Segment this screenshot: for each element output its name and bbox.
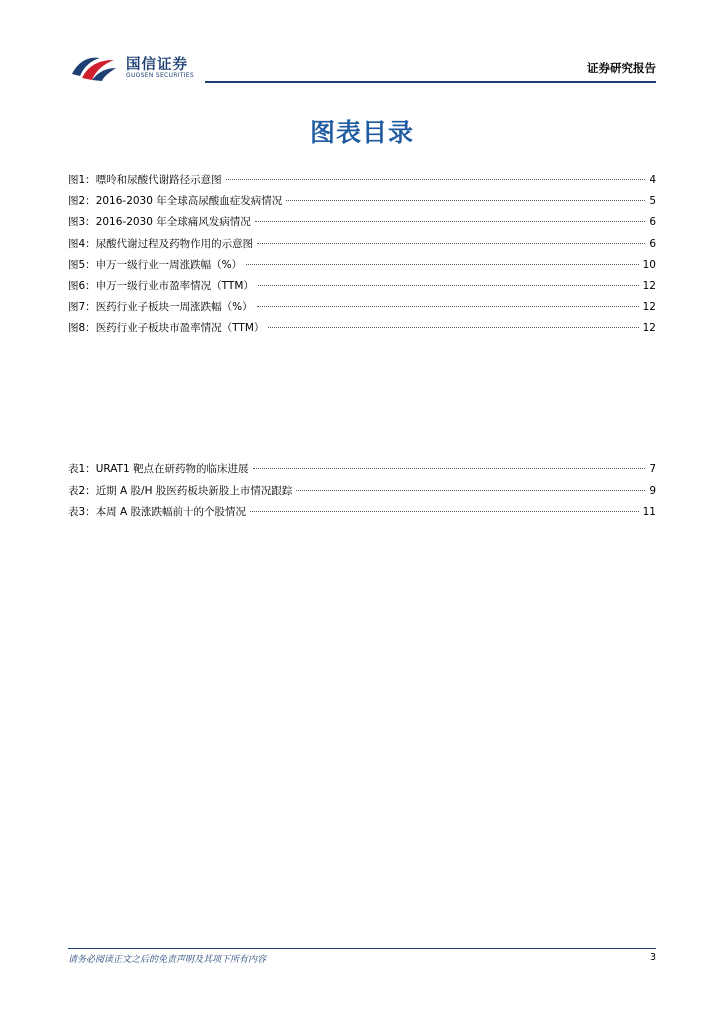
toc-entry-page: 4 [649, 174, 656, 186]
toc-entry-title: 嘌呤和尿酸代谢路径示意图 [95, 174, 222, 186]
toc-entry-page: 9 [649, 484, 656, 497]
dot-leader [286, 200, 645, 201]
toc-entry-title: 本周 A 股涨跌幅前十的个股情况 [95, 506, 247, 518]
dot-leader [253, 468, 646, 469]
dot-leader [258, 285, 639, 286]
toc-entry-title: 2016-2030 年全球痛风发病情况 [95, 216, 251, 229]
report-type-label: 证券研究报告 [587, 61, 656, 75]
toc-entry-figure[interactable] [68, 276, 656, 297]
toc-entry-title: 申万一级行业市盈率情况（TTM） [95, 279, 254, 292]
dot-leader [296, 490, 645, 491]
toc-entry-label: 图6： [68, 279, 96, 292]
toc-entry-label: 图2： [68, 195, 96, 208]
toc-entry-figure[interactable] [68, 234, 656, 255]
toc-entry-page: 6 [649, 237, 656, 250]
dot-leader [257, 243, 645, 244]
page-number: 3 [649, 952, 656, 963]
table-list [68, 459, 656, 524]
toc-entry-label: 图1： [68, 174, 96, 186]
toc-entry-page: 12 [642, 301, 656, 314]
header-divider [205, 81, 656, 83]
dot-leader [257, 306, 639, 307]
toc-entry-figure[interactable] [68, 212, 656, 233]
toc-entry-label: 表2： [68, 484, 96, 497]
toc-entry-table[interactable] [68, 459, 656, 481]
toc-entry-page: 5 [649, 195, 656, 208]
toc-entry-page: 7 [649, 463, 656, 475]
toc-entry-title: URAT1 靶点在研药物的临床进展 [95, 463, 249, 475]
toc-entry-page: 12 [642, 279, 656, 292]
toc-entry-label: 图7： [68, 301, 96, 314]
toc-entry-title: 2016-2030 年全球高尿酸血症发病情况 [95, 195, 283, 208]
page-title: 图表目录 [309, 118, 414, 147]
toc-entry-label: 表3： [68, 506, 96, 518]
footer-divider [68, 948, 656, 949]
toc-entry-label: 图3： [68, 216, 96, 229]
toc-entry-figure[interactable] [68, 191, 656, 212]
toc-entry-page: 6 [649, 216, 656, 229]
toc-entry-label: 图4： [68, 237, 96, 250]
guosen-logo-icon [70, 52, 118, 82]
toc-entry-label: 图8： [68, 322, 96, 335]
dot-leader [268, 327, 638, 328]
dot-leader [255, 221, 646, 222]
toc-entry-page: 11 [642, 506, 656, 518]
page-header [68, 50, 656, 86]
toc-entry-figure[interactable] [68, 297, 656, 318]
toc-entry-figure[interactable] [68, 255, 656, 276]
toc-entry-title: 尿酸代谢过程及药物作用的示意图 [95, 237, 254, 250]
footer-disclaimer: 请务必阅读正文之后的免责声明及其项下所有内容 [68, 955, 267, 965]
dot-leader [246, 264, 638, 265]
toc-entry-page: 10 [642, 258, 656, 271]
figure-list [68, 170, 656, 340]
toc-entry-table[interactable] [68, 502, 656, 524]
logo-chinese-name: 国信证券 [126, 57, 188, 73]
guosen-logo [68, 50, 218, 84]
toc-entry-table[interactable] [68, 481, 656, 503]
dot-leader [226, 179, 646, 180]
toc-entry-label: 表1： [68, 463, 96, 475]
logo-english-name: GUOSEN SECURITIES [126, 72, 195, 79]
toc-entry-figure[interactable] [68, 170, 656, 191]
toc-entry-label: 图5： [68, 258, 96, 271]
toc-entry-page: 12 [642, 322, 656, 335]
toc-entry-title: 医药行业子板块一周涨跌幅（%） [95, 301, 253, 314]
toc-entry-title: 医药行业子板块市盈率情况（TTM） [95, 322, 265, 335]
toc-entry-figure[interactable] [68, 318, 656, 339]
toc-entry-title: 申万一级行业一周涨跌幅（%） [95, 258, 243, 271]
toc-entry-title: 近期 A 股/H 股医药板块新股上市情况跟踪 [95, 484, 293, 497]
dot-leader [250, 511, 639, 512]
